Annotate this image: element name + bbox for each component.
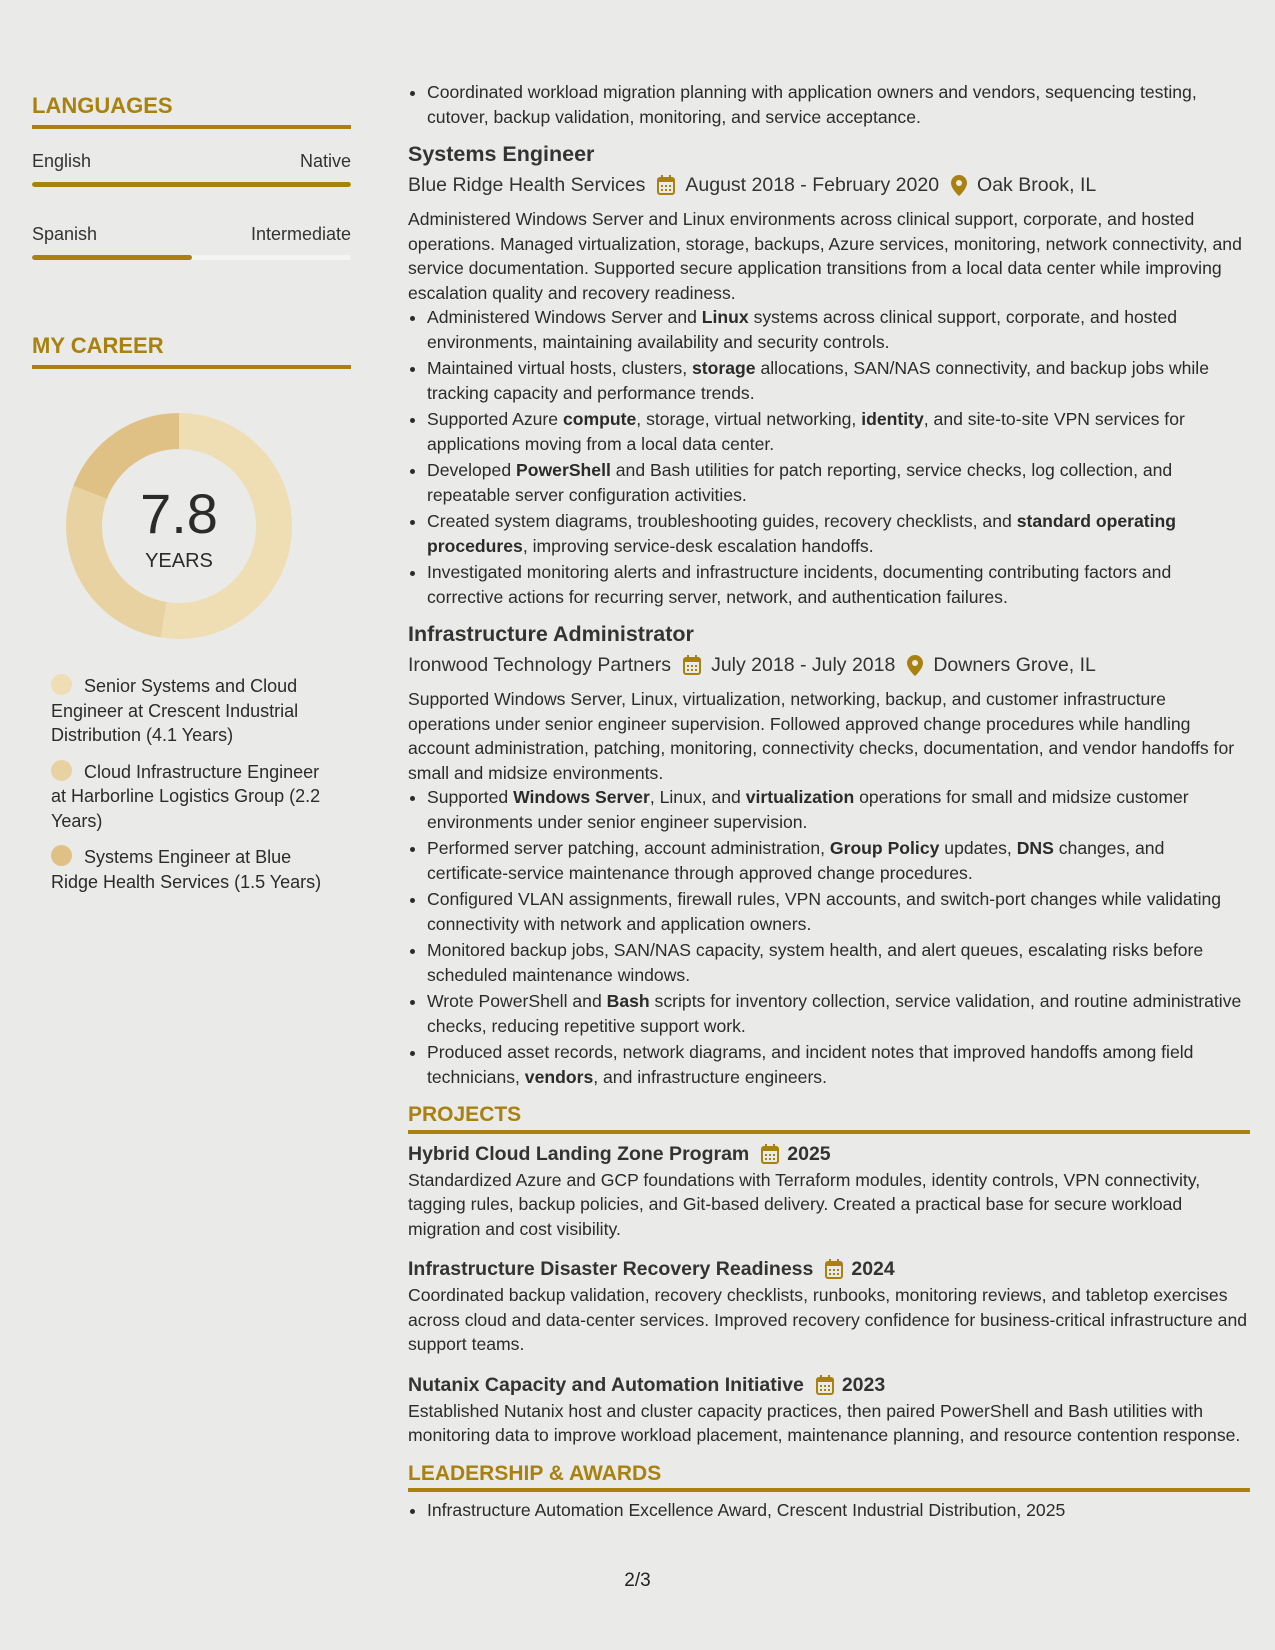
legend-item: Senior Systems and Cloud Engineer at Crescent Industrial Distribution (4.1 Years) — [51, 676, 299, 745]
job-bullets — [408, 785, 1250, 1089]
job-entry — [408, 619, 1250, 1089]
project-year: 2024 — [851, 1258, 895, 1280]
legend-dot — [51, 845, 72, 866]
leadership-heading: LEADERSHIP & AWARDS — [408, 1462, 1250, 1493]
job-location: Oak Brook, IL — [977, 174, 1097, 196]
main-content — [408, 80, 1250, 1525]
job-bullets — [408, 305, 1250, 609]
calendar-icon — [816, 1375, 834, 1395]
bullet-item: • Supported Azure compute, storage, virtual networking, identity, and site-to-site VPN services for applications moving from a local data center. — [427, 407, 1250, 456]
project-name: Nutanix Capacity and Automation Initiative — [408, 1373, 804, 1396]
job-company: Ironwood Technology Partners — [408, 654, 672, 676]
project-name: Hybrid Cloud Landing Zone Program — [408, 1142, 750, 1165]
bullet-item: • Investigated monitoring alerts and infrastructure incidents, documenting contributing factors and corrective actions for recurring server, network, and authentication failures. — [427, 560, 1250, 609]
job-dates: August 2018 - February 2020 — [685, 174, 940, 196]
calendar-icon — [683, 655, 701, 675]
legend-item: Systems Engineer at Blue Ridge Health Services (1.5 Years) — [51, 847, 322, 892]
career-donut-chart — [66, 413, 292, 639]
language-name: English — [32, 151, 92, 171]
bullet-item: • Developed PowerShell and Bash utilities for patch reporting, service checks, log collection, and repeatable server configuration activities. — [427, 458, 1250, 507]
language-level-bar — [32, 182, 351, 187]
job-summary: Administered Windows Server and Linux environments across clinical support, corporate, and hosted operations. Managed virtualization, storage, backups, Azure services, monitoring, network connectivity, and service documentation. Supported secure application transitions from a local data center while improving escalation quality and recovery readiness. — [408, 209, 1242, 303]
project-year: 2025 — [787, 1142, 831, 1165]
legend-item: Cloud Infrastructure Engineer at Harborline Logistics Group (2.2 Years) — [51, 761, 321, 831]
bullet-item: • Performed server patching, account administration, Group Policy updates, DNS changes, and certificate-service maintenance through approved change procedures. — [427, 836, 1250, 885]
job-title: Systems Engineer — [408, 142, 595, 166]
project-header — [408, 1140, 1250, 1168]
job-summary: Supported Windows Server, Linux, virtualization, networking, backup, and customer infrastructure operations under senior engineer supervision. Followed approved change procedures while handling account administration, patching, monitoring, connectivity checks, documentation, and vendor handoffs for small and midsize environments. — [408, 689, 1235, 783]
project-year: 2023 — [841, 1373, 886, 1396]
page-number: 2/3 — [624, 1570, 651, 1591]
language-level: Intermediate — [250, 224, 351, 244]
leadership-list — [408, 1498, 1250, 1523]
bullet-item: • Supported Windows Server, Linux, and virtualization operations for small and midsize customer environments under senior engineer supervision. — [427, 785, 1250, 834]
languages-heading: LANGUAGES — [32, 93, 351, 129]
career-years-label: YEARS — [145, 550, 213, 572]
project-description: Coordinated backup validation, recovery checklists, runbooks, monitoring reviews, and tabletop exercises across cloud and data-center services. Improved recovery confidence for business-critical infrastructure and support teams. — [408, 1285, 1248, 1354]
location-pin-icon — [951, 175, 967, 196]
language-level: Native — [299, 151, 351, 171]
bullet-item: • Configured VLAN assignments, firewall rules, VPN accounts, and switch-port changes while validating connectivity with network and application owners. — [427, 887, 1250, 936]
legend-dot — [51, 760, 72, 781]
languages-section — [32, 93, 351, 260]
bullet-item: • Administered Windows Server and Linux systems across clinical support, corporate, and hosted environments, maintaining availability and security controls. — [427, 305, 1250, 354]
project-entry — [408, 1371, 1250, 1448]
career-heading: MY CAREER — [32, 333, 351, 369]
bullet-item: • Wrote PowerShell and Bash scripts for inventory collection, service validation, and routine administrative checks, reducing repetitive support work. — [427, 989, 1250, 1038]
career-total-years: 7.8 — [140, 482, 218, 545]
career-section — [32, 333, 351, 369]
language-spanish — [32, 224, 351, 260]
project-name: Infrastructure Disaster Recovery Readiness — [408, 1258, 814, 1280]
calendar-icon — [761, 1144, 779, 1164]
job-meta — [408, 169, 1250, 201]
location-pin-icon — [907, 655, 923, 676]
job-entry — [408, 139, 1250, 609]
bullet-item: • Maintained virtual hosts, clusters, storage allocations, SAN/NAS connectivity, and backup jobs while tracking capacity and performance trends. — [427, 356, 1250, 405]
job-meta — [408, 649, 1250, 681]
language-english — [32, 151, 351, 187]
projects-heading: PROJECTS — [408, 1103, 1250, 1134]
project-description: Established Nutanix host and cluster capacity practices, then paired PowerShell and Bash utilities with monitoring data to improve workload placement, maintenance planning, and resource contention response. — [408, 1400, 1241, 1445]
project-entry — [408, 1140, 1250, 1242]
language-name: Spanish — [32, 224, 98, 244]
project-header — [408, 1255, 1250, 1283]
bullet-item: • Monitored backup jobs, SAN/NAS capacity, system health, and alert queues, escalating risks before scheduled maintenance windows. — [427, 938, 1250, 987]
bullet-item: • Created system diagrams, troubleshooting guides, recovery checklists, and standard operating procedures, improving service-desk escalation handoffs. — [427, 509, 1250, 558]
career-legend — [51, 674, 326, 906]
job-location: Downers Grove, IL — [933, 654, 1096, 676]
job-dates: July 2018 - July 2018 — [711, 654, 896, 676]
project-header — [408, 1371, 1250, 1399]
bullet-item: • Coordinated workload migration planning with application owners and vendors, sequencing testing, cutover, backup validation, monitoring, and service acceptance. — [427, 80, 1250, 129]
job-title: Infrastructure Administrator — [408, 622, 694, 646]
project-description: Standardized Azure and GCP foundations with Terraform modules, identity controls, VPN connectivity, tagging rules, backup policies, and Git-based delivery. Created a practical base for secure workload migration and cost visibility. — [408, 1169, 1201, 1239]
previous-job-bullets — [408, 80, 1250, 129]
award-item: • Infrastructure Automation Excellence Award, Crescent Industrial Distribution, 2025 — [427, 1498, 1250, 1523]
calendar-icon — [657, 175, 675, 195]
projects-list — [408, 1140, 1250, 1448]
language-level-bar — [32, 255, 351, 260]
job-company: Blue Ridge Health Services — [408, 174, 646, 196]
calendar-icon — [825, 1259, 843, 1279]
experience-list — [408, 139, 1250, 1089]
legend-dot — [51, 674, 72, 695]
project-entry — [408, 1255, 1250, 1357]
bullet-item: • Produced asset records, network diagrams, and incident notes that improved handoffs among field technicians, vendors, and infrastructure engineers. — [427, 1040, 1250, 1089]
